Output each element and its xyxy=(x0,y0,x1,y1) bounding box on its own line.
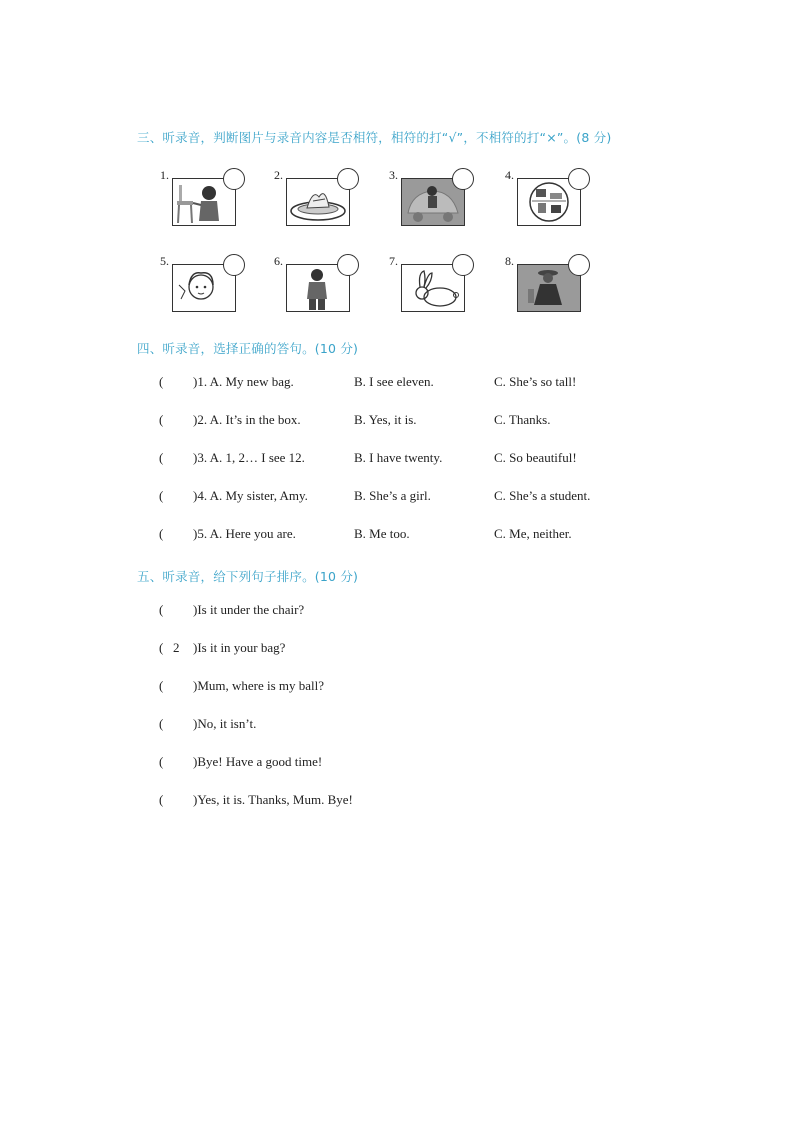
answer-circle[interactable] xyxy=(568,168,590,190)
option-a: )2. A. It’s in the box. xyxy=(193,412,301,427)
item-number: 2. xyxy=(274,168,283,182)
sentence-text: )Is it under the chair? xyxy=(193,602,305,617)
answer-blank[interactable]: ( xyxy=(159,374,164,389)
answer-blank[interactable]: ( xyxy=(159,754,164,769)
answer-blank[interactable]: ( xyxy=(159,678,164,693)
answer-circle[interactable] xyxy=(452,254,474,276)
sentence-text: )Yes, it is. Thanks, Mum. Bye! xyxy=(193,792,353,807)
picture-item-6 xyxy=(274,254,349,324)
option-a: )5. A. Here you are. xyxy=(193,526,296,541)
answer-blank[interactable]: ( xyxy=(159,640,164,655)
answer-value: 2 xyxy=(173,640,180,655)
section3-heading: 三、听录音，判断图片与录音内容是否相符，相符的打“√”，不相符的打“×”。(8 分) xyxy=(137,130,612,145)
answer-blank[interactable]: ( xyxy=(159,792,164,807)
option-a: )1. A. My new bag. xyxy=(193,374,294,389)
option-b: B. I see eleven. xyxy=(354,374,434,389)
picture-item-2 xyxy=(274,168,349,238)
answer-blank[interactable]: ( xyxy=(159,488,164,503)
answer-circle[interactable] xyxy=(568,254,590,276)
sentence-text: )Mum, where is my ball? xyxy=(193,678,325,693)
picture-item-5 xyxy=(160,254,235,324)
option-c: C. So beautiful! xyxy=(494,450,577,465)
answer-circle[interactable] xyxy=(452,168,474,190)
answer-circle[interactable] xyxy=(337,168,359,190)
option-c: C. Me, neither. xyxy=(494,526,572,541)
picture-item-3 xyxy=(389,168,464,238)
sentence-text: )Is it in your bag? xyxy=(193,640,286,655)
item-number: 1. xyxy=(160,168,169,182)
sentence-text: )No, it isn’t. xyxy=(193,716,257,731)
section4-heading: 四、听录音，选择正确的答句。(10 分) xyxy=(137,341,359,356)
option-c: C. She’s a student. xyxy=(494,488,591,503)
option-b: B. Yes, it is. xyxy=(354,412,417,427)
answer-blank[interactable]: ( xyxy=(159,716,164,731)
picture-item-8 xyxy=(505,254,580,324)
answer-blank[interactable]: ( xyxy=(159,450,164,465)
option-c: C. Thanks. xyxy=(494,412,551,427)
section5-heading: 五、听录音，给下列句子排序。(10 分) xyxy=(137,569,359,584)
option-a: )4. A. My sister, Amy. xyxy=(193,488,308,503)
answer-blank[interactable]: ( xyxy=(159,526,164,541)
option-b: B. Me too. xyxy=(354,526,410,541)
item-number: 5. xyxy=(160,254,169,268)
picture-item-7 xyxy=(389,254,464,324)
item-number: 8. xyxy=(505,254,514,268)
answer-circle[interactable] xyxy=(337,254,359,276)
option-b: B. She’s a girl. xyxy=(354,488,431,503)
option-b: B. I have twenty. xyxy=(354,450,443,465)
answer-blank[interactable]: ( xyxy=(159,602,164,617)
picture-item-1 xyxy=(160,168,235,238)
item-number: 4. xyxy=(505,168,514,182)
item-number: 3. xyxy=(389,168,398,182)
answer-circle[interactable] xyxy=(223,168,245,190)
option-a: )3. A. 1, 2… I see 12. xyxy=(193,450,305,465)
answer-blank[interactable]: ( xyxy=(159,412,164,427)
picture-item-4 xyxy=(505,168,580,238)
option-c: C. She’s so tall! xyxy=(494,374,577,389)
answer-circle[interactable] xyxy=(223,254,245,276)
item-number: 6. xyxy=(274,254,283,268)
item-number: 7. xyxy=(389,254,398,268)
sentence-text: )Bye! Have a good time! xyxy=(193,754,323,769)
